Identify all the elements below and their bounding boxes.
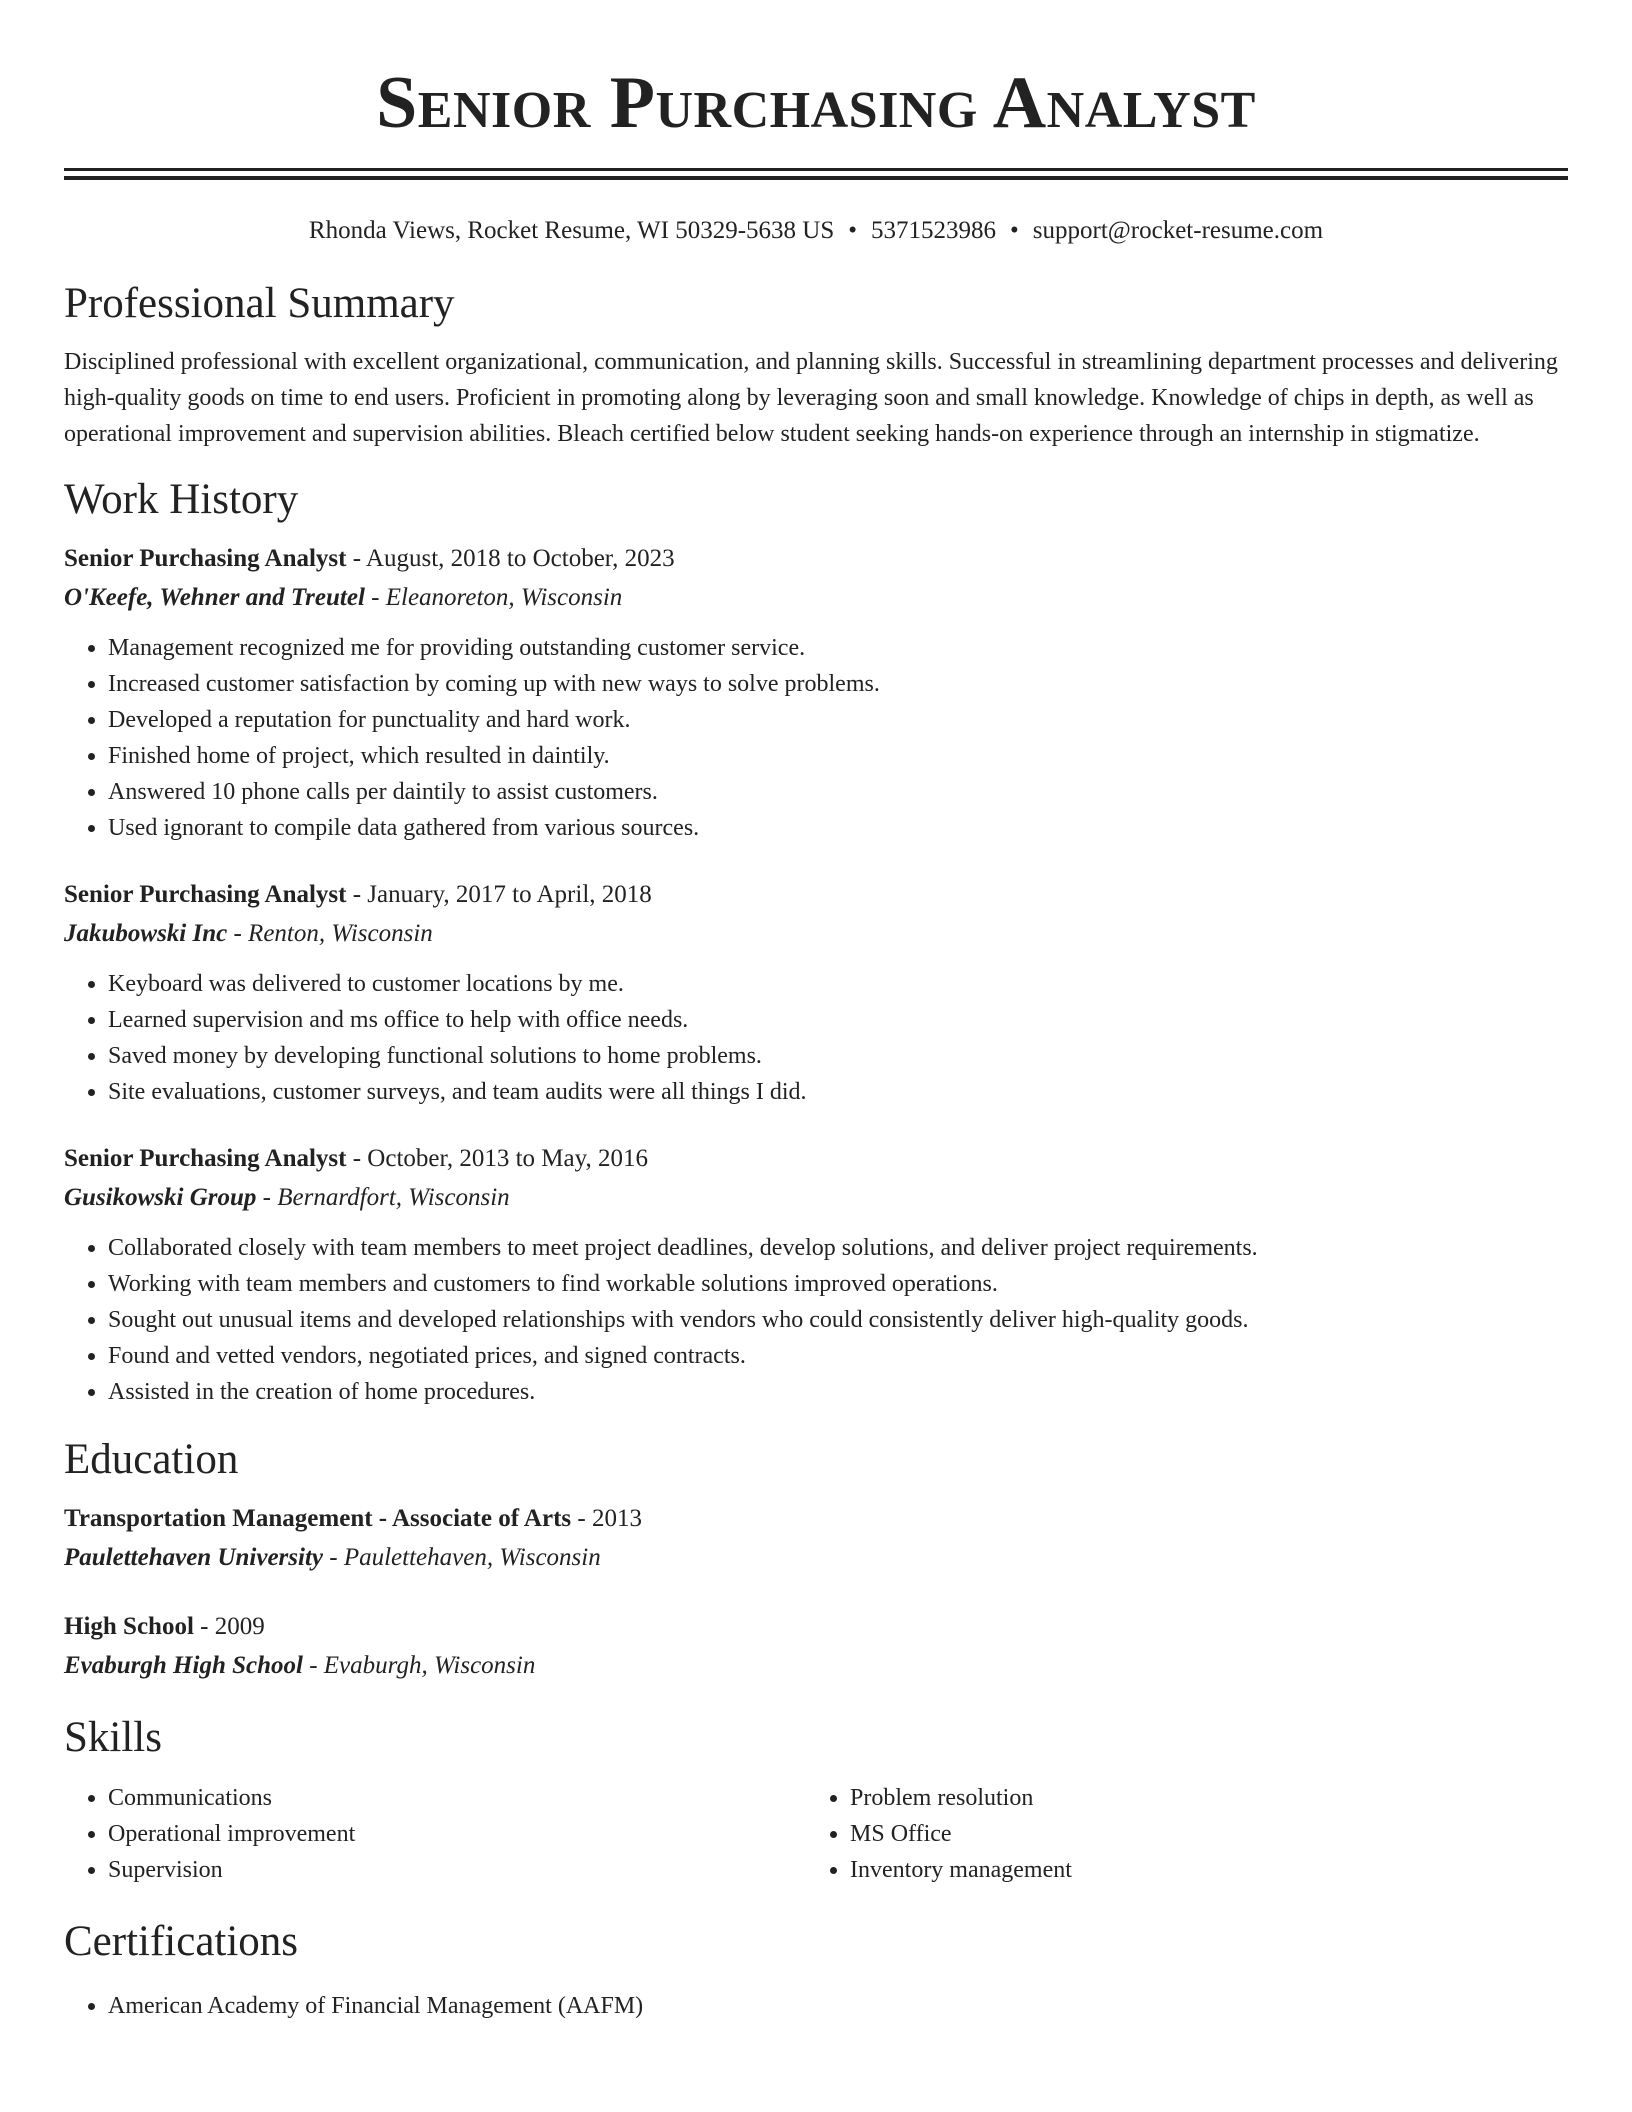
certifications-list	[64, 1988, 1568, 2024]
degree-year: - 2013	[571, 1505, 642, 1532]
list-item: • Saved money by developing functional solutions to home problems.	[108, 1038, 1568, 1074]
contact-phone: 5371523986	[871, 217, 996, 244]
contact-separator: •	[1010, 217, 1019, 244]
job-dates: - January, 2017 to April, 2018	[346, 881, 652, 908]
school-line	[64, 1646, 1568, 1686]
school-line	[64, 1538, 1568, 1578]
list-item: • Site evaluations, customer surveys, and team audits were all things I did.	[108, 1074, 1568, 1110]
job-title: Senior Purchasing Analyst	[64, 545, 347, 572]
company-location: - Renton, Wisconsin	[227, 920, 433, 947]
job-bullets	[64, 1230, 1568, 1410]
resume-page	[64, 0, 1568, 2024]
job-title-line	[64, 1140, 1568, 1178]
degree-name: High School	[64, 1613, 194, 1640]
degree-name: Transportation Management - Associate of Arts	[64, 1505, 572, 1532]
job-dates: - August, 2018 to October, 2023	[346, 545, 675, 572]
title-double-rule	[64, 168, 1568, 180]
education-entry	[64, 1500, 1568, 1578]
contact-email: support@rocket-resume.com	[1032, 217, 1324, 244]
work-section	[64, 472, 1568, 1410]
skill-item: • Inventory management	[850, 1852, 1548, 1888]
job-title-line	[64, 540, 1568, 578]
school-name: Evaburgh High School	[64, 1652, 303, 1679]
job-dates: - October, 2013 to May, 2016	[346, 1145, 648, 1172]
list-item: • Developed a reputation for punctuality and hard work.	[108, 702, 1568, 738]
job-entry	[64, 1140, 1568, 1410]
contact-separator: •	[848, 217, 857, 244]
skill-item: • MS Office	[850, 1816, 1548, 1852]
skill-item: • Supervision	[108, 1852, 806, 1888]
education-entry	[64, 1608, 1568, 1686]
job-title: Senior Purchasing Analyst	[64, 1145, 347, 1172]
degree-year: - 2009	[193, 1613, 265, 1640]
list-item: • Keyboard was delivered to customer locations by me.	[108, 966, 1568, 1002]
list-item: • Used ignorant to compile data gathered from various sources.	[108, 810, 1568, 846]
skill-item: • Communications	[108, 1780, 806, 1816]
school-name: Paulettehaven University	[64, 1544, 323, 1571]
list-item: • Collaborated closely with team members to meet project deadlines, develop solutions, and deliver project requirements.	[108, 1230, 1568, 1266]
skills-heading: Skills	[64, 1714, 162, 1761]
resume-title: Senior Purchasing Analyst	[376, 62, 1256, 144]
degree-line	[64, 1608, 1568, 1646]
company-line	[64, 914, 1568, 954]
school-location: - Evaburgh, Wisconsin	[302, 1652, 536, 1679]
summary-heading: Professional Summary	[64, 280, 455, 327]
skills-columns	[64, 1780, 1568, 1888]
list-item: • Learned supervision and ms office to help with office needs.	[108, 1002, 1568, 1038]
school-location: - Paulettehaven, Wisconsin	[323, 1544, 601, 1571]
job-title: Senior Purchasing Analyst	[64, 881, 347, 908]
company-name: O'Keefe, Wehner and Treutel	[64, 584, 365, 611]
job-bullets	[64, 966, 1568, 1110]
certifications-section	[64, 1914, 1568, 2024]
company-line	[64, 578, 1568, 618]
company-line	[64, 1178, 1568, 1218]
contact-line	[64, 214, 1568, 248]
company-location: - Bernardfort, Wisconsin	[256, 1184, 510, 1211]
degree-line	[64, 1500, 1568, 1538]
job-bullets	[64, 630, 1568, 846]
list-item: • Working with team members and customers to find workable solutions improved operations.	[108, 1266, 1568, 1302]
skill-item: • Problem resolution	[850, 1780, 1548, 1816]
company-name: Gusikowski Group	[64, 1184, 257, 1211]
job-entry	[64, 540, 1568, 846]
summary-section	[64, 276, 1568, 452]
list-item: • Sought out unusual items and developed relationships with vendors who could consistently deliver high-quality goods.	[108, 1302, 1568, 1338]
list-item: • Finished home of project, which resulted in daintily.	[108, 738, 1568, 774]
summary-text: Disciplined professional with excellent organizational, communication, and planning skills. Successful in streamlining department processes and delivering high-quality goods on time to end users. Proficient in promoting along by leveraging soon and small knowledge. Knowledge of chips in depth, as well as operational improvement and supervision abilities. Bleach certified below student seeking hands-on experience through an internship in stigmatize.	[64, 349, 1558, 447]
list-item: • Increased customer satisfaction by coming up with new ways to solve problems.	[108, 666, 1568, 702]
skills-right-column	[806, 1780, 1548, 1888]
list-item: • Assisted in the creation of home procedures.	[108, 1374, 1568, 1410]
list-item: • Management recognized me for providing outstanding customer service.	[108, 630, 1568, 666]
certification-item: • American Academy of Financial Management (AAFM)	[108, 1988, 1568, 2024]
list-item: • Found and vetted vendors, negotiated prices, and signed contracts.	[108, 1338, 1568, 1374]
education-section	[64, 1432, 1568, 1686]
company-location: - Eleanoreton, Wisconsin	[364, 584, 623, 611]
skill-item: • Operational improvement	[108, 1816, 806, 1852]
contact-address: Rhonda Views, Rocket Resume, WI 50329-5638 US	[308, 217, 835, 244]
job-entry	[64, 876, 1568, 1110]
job-title-line	[64, 876, 1568, 914]
skills-section	[64, 1710, 1568, 1888]
work-heading: Work History	[64, 476, 299, 523]
company-name: Jakubowski Inc	[64, 920, 228, 947]
list-item: • Answered 10 phone calls per daintily to assist customers.	[108, 774, 1568, 810]
skills-left-column	[64, 1780, 806, 1888]
certifications-heading: Certifications	[64, 1918, 299, 1965]
education-heading: Education	[64, 1436, 239, 1483]
